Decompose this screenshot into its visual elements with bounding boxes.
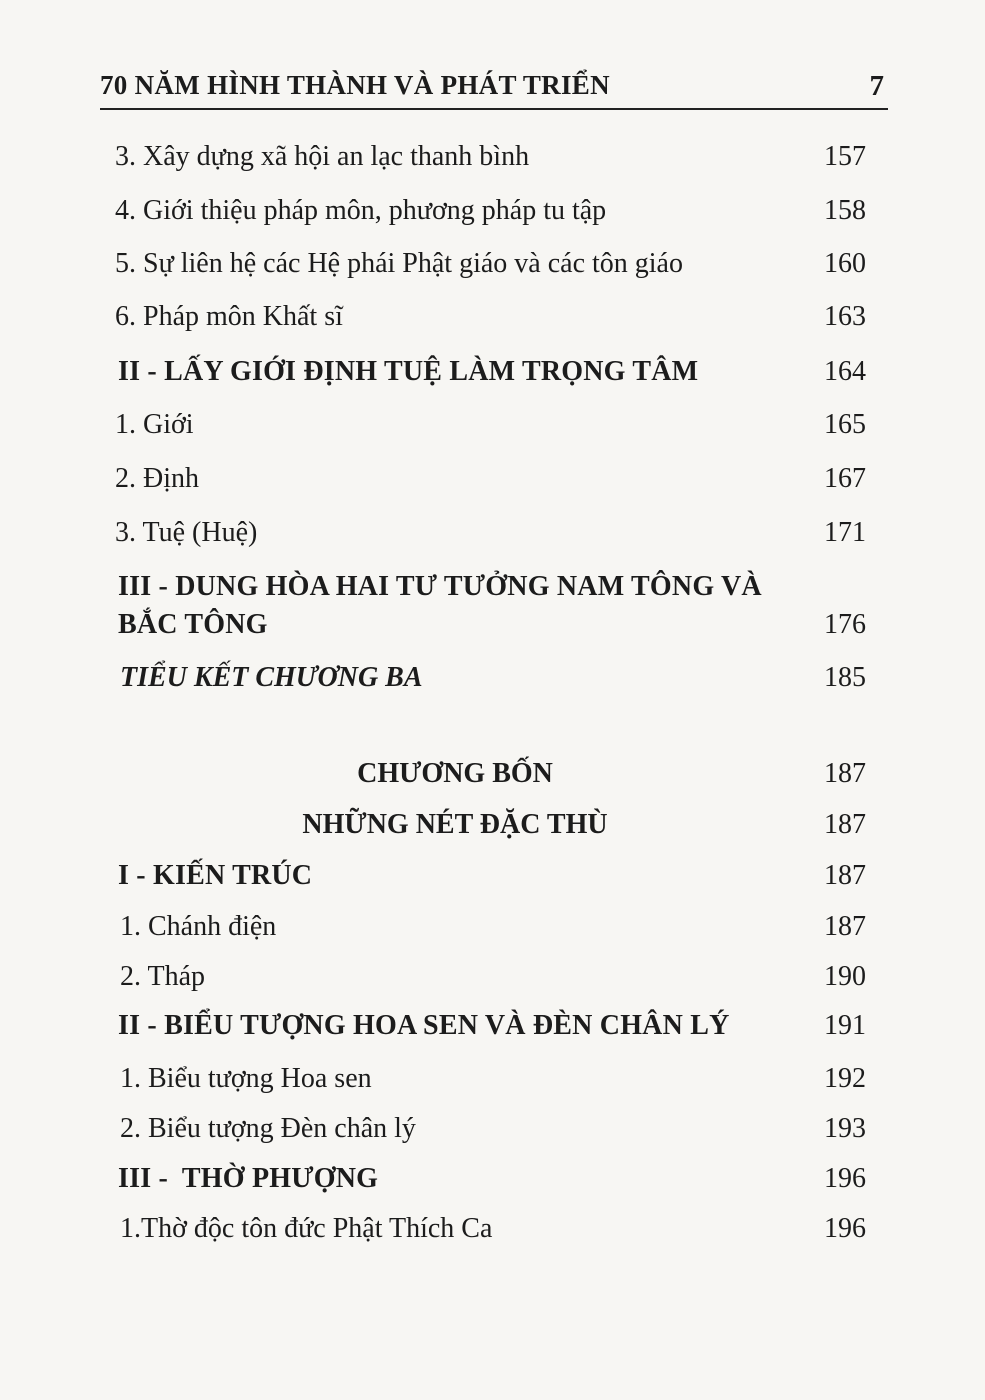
header-title: 70 NĂM HÌNH THÀNH VÀ PHÁT TRIỂN xyxy=(100,70,610,100)
toc-section xyxy=(0,605,985,645)
toc-entry-page: 192 xyxy=(824,1063,866,1094)
toc-entry xyxy=(0,513,985,553)
toc-entry xyxy=(0,907,985,947)
toc-entry-page: 165 xyxy=(824,409,866,440)
toc-entry xyxy=(0,957,985,997)
toc-entry-label: 1. Giới xyxy=(115,409,194,440)
toc-section-label: III - DUNG HÒA HAI TƯ TƯỞNG NAM TÔNG VÀ xyxy=(118,571,762,602)
toc-section-label: II - LẤY GIỚI ĐỊNH TUỆ LÀM TRỌNG TÂM xyxy=(118,356,699,387)
toc-section xyxy=(0,1006,985,1046)
toc-entry-label: 2. Định xyxy=(115,463,199,494)
toc-entry-page: 196 xyxy=(824,1163,866,1194)
toc-entry-page: 187 xyxy=(824,809,866,840)
toc-section-label: BẮC TÔNG xyxy=(118,609,268,640)
toc-entry-label: 3. Xây dựng xã hội an lạc thanh bình xyxy=(115,141,530,172)
toc-entry-page: 157 xyxy=(824,141,866,172)
toc-entry-label: 2. Tháp xyxy=(120,961,206,992)
toc-entry-page: 185 xyxy=(824,662,866,693)
toc-summary-label: TIỂU KẾT CHƯƠNG BA xyxy=(120,662,423,693)
toc-entry-page: 158 xyxy=(824,195,866,226)
toc-entry-label: 1.Thờ độc tôn đức Phật Thích Ca xyxy=(120,1213,493,1244)
toc-entry xyxy=(0,1209,985,1249)
toc-entry-page: 163 xyxy=(824,301,866,332)
running-header xyxy=(100,68,888,110)
toc-entry-label: 2. Biểu tượng Đèn chân lý xyxy=(120,1113,416,1144)
toc-entry xyxy=(0,297,985,337)
toc-entry-label: 1. Chánh điện xyxy=(120,911,277,942)
toc-entry-page: 187 xyxy=(824,758,866,789)
toc-entry-page: 167 xyxy=(824,463,866,494)
chapter-subtitle: NHỮNG NÉT ĐẶC THÙ xyxy=(302,809,608,840)
toc-entry-page: 160 xyxy=(824,248,866,279)
toc-summary xyxy=(0,658,985,698)
toc-entry-label: 6. Pháp môn Khất sĩ xyxy=(115,301,343,332)
toc-entry xyxy=(0,191,985,231)
toc-section xyxy=(0,567,985,607)
toc-entry-page: 187 xyxy=(824,860,866,891)
toc-section-label: II - BIỂU TƯỢNG HOA SEN VÀ ĐÈN CHÂN LÝ xyxy=(118,1010,730,1041)
toc-entry-label: 1. Biểu tượng Hoa sen xyxy=(120,1063,372,1094)
toc-section xyxy=(0,352,985,392)
header-page-number: 7 xyxy=(869,70,884,102)
toc-entry-page: 171 xyxy=(824,517,866,548)
toc-entry xyxy=(0,405,985,445)
toc-entry xyxy=(0,137,985,177)
toc-entry xyxy=(0,459,985,499)
toc-entry-page: 191 xyxy=(824,1010,866,1041)
chapter-title: CHƯƠNG BỐN xyxy=(357,758,553,789)
toc-entry-page: 164 xyxy=(824,356,866,387)
toc-section xyxy=(0,856,985,896)
toc-section xyxy=(0,1159,985,1199)
toc-chapter-heading xyxy=(0,754,985,794)
toc-entry-page: 193 xyxy=(824,1113,866,1144)
toc-entry-page: 196 xyxy=(824,1213,866,1244)
toc-entry xyxy=(0,244,985,284)
toc-section-label: III - THỜ PHƯỢNG xyxy=(118,1163,379,1194)
toc-entry-page: 176 xyxy=(824,609,866,640)
toc-chapter-subtitle xyxy=(0,805,985,845)
toc-entry-label: 5. Sự liên hệ các Hệ phái Phật giáo và các tôn giáo xyxy=(115,248,683,279)
toc-entry-label: 3. Tuệ (Huệ) xyxy=(115,517,258,548)
toc-entry xyxy=(0,1059,985,1099)
toc-entry-page: 190 xyxy=(824,961,866,992)
toc-entry xyxy=(0,1109,985,1149)
toc-entry-label: 4. Giới thiệu pháp môn, phương pháp tu tập xyxy=(115,195,607,226)
toc-section-label: I - KIẾN TRÚC xyxy=(118,860,313,891)
toc-entry-page: 187 xyxy=(824,911,866,942)
